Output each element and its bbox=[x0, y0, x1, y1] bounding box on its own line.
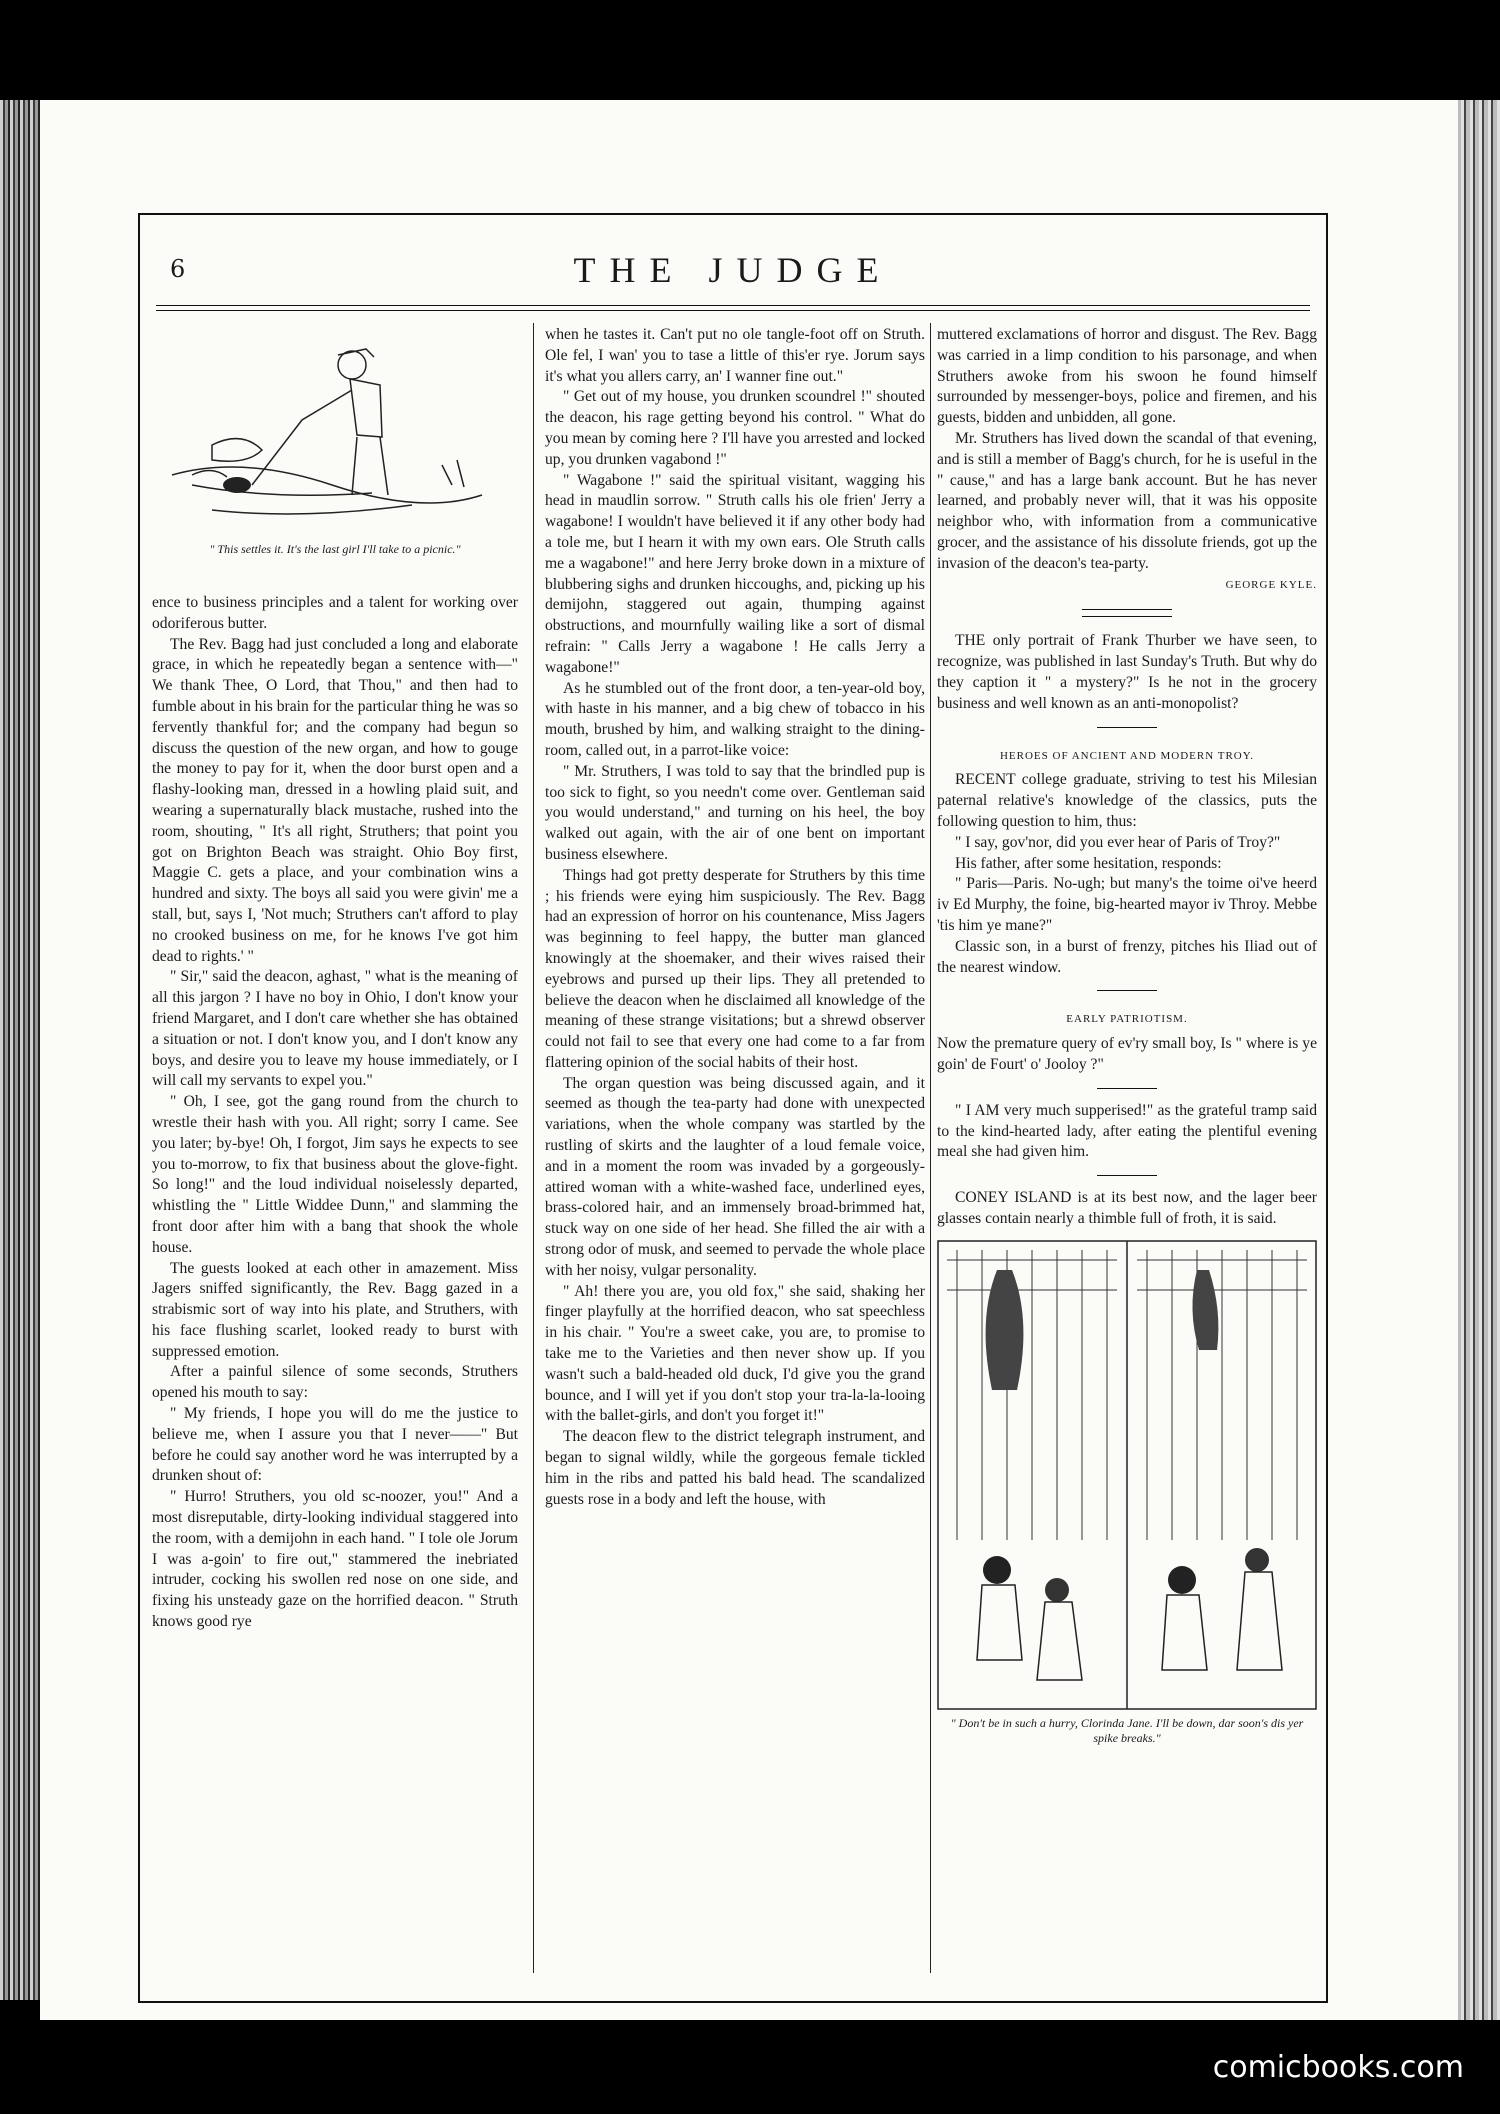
paragraph: " Mr. Struthers, I was told to say that the brindled pup is too sick to fight, so you needn't come over. Gentleman said you would understand," and turning on his heel, the boy walked out again, with the air of one bent on important business elsewhere. bbox=[545, 762, 925, 863]
paragraph: " Hurro! Struthers, you old sc-noozer, you!" And a most disreputable, dirty-looking individual staggered into the room, with a demijohn in each hand. " I tole ole Jorum I was a-goin' to fire out," stammered the inebriated intruder, cocking his swollen red nose on one side, and fixing his unsteady gaze on the horrified deacon. " Struth knows good rye bbox=[152, 1488, 518, 1631]
newspaper-page bbox=[138, 213, 1328, 2003]
book-binding-edge bbox=[0, 100, 40, 2000]
paragraph: " Sir," said the deacon, aghast, " what is the meaning of all this jargon ? I have no boy in Ohio, I don't know your friend Margaret, and I don't care whether she has obtained a situation or not. I don't know you, and I don't know any boys, and desire you to leave my house immediately, or I will call my servants to expel you." bbox=[152, 968, 518, 1090]
picnic-caption: " This settles it. It's the last girl I'll take to a picnic." bbox=[209, 541, 461, 556]
paragraph: The guests looked at each other in amazement. Miss Jagers sniffed significantly, the Rev. Bagg gazed in a strabismic sort of way into his plate, and Struthers, with his face flushing scarlet, looked ready to burst with suppressed emotion. bbox=[152, 1259, 518, 1360]
masthead-rule bbox=[156, 305, 1310, 311]
paragraph: " I AM very much supperised!" as the grateful tramp said to the kind-hearted lady, after eating the plentiful evening meal she had given him. bbox=[937, 1101, 1317, 1161]
fence-illustration bbox=[937, 1240, 1317, 1760]
subheading: HEROES OF ANCIENT AND MODERN TROY. bbox=[999, 749, 1255, 762]
paragraph: RECENT college graduate, striving to test his Milesian paternal relative's knowledge of the classics, puts the following question to him, thus: bbox=[937, 771, 1317, 830]
section-rule bbox=[1097, 1175, 1157, 1176]
page-number: 6 bbox=[170, 255, 186, 283]
paragraph: The organ question was being discussed again, and it seemed as though the tea-party had done with unexpected variations, when the whole company was startled by the rustling of skirts and the laughter of a loud female voice, and in a moment the room was invaded by a gorgeously-attired woman with a white-washed face, underlined eyes, brass-colored hair, and an immensely broad-brimmed hat, stuck way on one side of her head. She filled the air with a strong odor of musk, and seemed to pervade the whole place with her noisy, vulgar personality. bbox=[545, 1074, 925, 1279]
fence-caption: " Don't be in such a hurry, Clorinda Jane. I'll be down, dar soon's dis yer spike breaks." bbox=[950, 1716, 1304, 1746]
paragraph: Mr. Struthers has lived down the scandal of that evening, and is still a member of Bagg's church, for he is useful in the " cause," and has a large bank account. But he has never learned, and probably never will, that it was his opposite neighbor who, with information from a communicative grocer, and the assistance of his dissolute friends, got up the invasion of the deacon's tea-party. bbox=[937, 429, 1317, 572]
section-rule bbox=[1097, 727, 1157, 728]
paragraph: " Ah! there you are, you old fox," she said, shaking her finger playfully at the horrified deacon, who sat speechless in his chair. " You're a sweet cake, you are, to promise to take me to the Varieties and then never show up. If you wasn't such a bald-headed old duck, I'd give you the grand bounce, and I will yet if you don't stop your tra-la-la-looing with the ballet-girls, and don't you forget it!" bbox=[545, 1282, 925, 1425]
section-rule bbox=[1097, 1088, 1157, 1089]
paragraph: Things had got pretty desperate for Struthers by this time ; his friends were eying him suspiciously. The Rev. Bagg had an expression of horror on his countenance, Miss Jagers was beginning to feel happy, the butter man glanced knowingly at the shoemaker, and their wives raised their eyebrows and pursed up their lips. They all pretended to believe the deacon when he disclaimed all knowledge of the meaning of these strange visitations; but a shrewd observer could not fail to see that every one had come to a far from flattering opinion of the social habits of their host. bbox=[545, 866, 925, 1071]
paragraph: The deacon flew to the district telegraph instrument, and began to signal wildly, while the gorgeous female tickled him in the ribs and patted his bald head. The scandalized guests rose in a body and left the house, with bbox=[545, 1428, 925, 1508]
paragraph: when he tastes it. Can't put no ole tangle-foot off on Struth. Ole fel, I wan' you to tase a little of this'er rye. Jorum says it's what you allers carry, an' I wanner fine out." bbox=[545, 326, 925, 385]
masthead-title: THE JUDGE bbox=[573, 250, 893, 290]
paragraph: " Get out of my house, you drunken scoundrel !" shouted the deacon, his rage getting beyond his control. " What do you mean by coming here ? I'll have you arrested and locked up, you drunken vagabond !" bbox=[545, 388, 925, 468]
paragraph: " I say, gov'nor, did you ever hear of Paris of Troy?" bbox=[955, 833, 1281, 851]
subheading: EARLY PATRIOTISM. bbox=[1066, 1013, 1188, 1026]
paragraph: Classic son, in a burst of frenzy, pitches his Iliad out of the nearest window. bbox=[937, 937, 1317, 976]
paragraph: CONEY ISLAND is at its best now, and the lager beer glasses contain nearly a thimble full of froth, it is said. bbox=[937, 1189, 1317, 1227]
column-3 bbox=[937, 325, 1317, 1760]
author-signature: GEORGE KYLE. bbox=[1225, 578, 1317, 591]
source-watermark: comicbooks.com bbox=[1212, 2050, 1464, 2085]
paragraph: THE only portrait of Frank Thurber we have seen, to recognize, was published in last Sunday's Truth. But why do they caption it " a mystery?" Is he not in the grocery business and well known as an anti-monopolist? bbox=[937, 632, 1317, 712]
adjacent-page-edge bbox=[1452, 100, 1500, 2020]
column-divider bbox=[533, 323, 534, 1973]
picnic-illustration bbox=[152, 325, 518, 585]
column-1 bbox=[152, 325, 518, 1633]
paragraph: After a painful silence of some seconds, Struthers opened his mouth to say: bbox=[152, 1363, 518, 1402]
paragraph: ence to business principles and a talent for working over odoriferous butter. bbox=[152, 594, 518, 632]
section-rule bbox=[1097, 990, 1157, 991]
paragraph: " Paris—Paris. No-ugh; but many's the toime oi've heerd iv Ed Murphy, the foine, big-hearted mayor iv Throy. Mebbe 'tis him ye mane?" bbox=[937, 875, 1317, 934]
paragraph: Now the premature query of ev'ry small boy, Is " where is ye goin' de Fourt' o' Jooloy ?" bbox=[937, 1035, 1317, 1073]
paragraph: muttered exclamations of horror and disgust. The Rev. Bagg was carried in a limp condition to his parsonage, and when Struthers awoke from his swoon he found himself surrounded by messenger-boys, police and firemen, and his guests, bidden and unbidden, all gone. bbox=[937, 326, 1317, 427]
fence-drawing bbox=[937, 1240, 1317, 1710]
paragraph: The Rev. Bagg had just concluded a long and elaborate grace, in which he repeatedly began a sentence with—" We thank Thee, O Lord, that Thou," and then had to fumble about in his brain for the particular thing he was so fervently thankful for; and the company had begun so discuss the question of the new organ, and how to gouge the money to pay for it, when the door burst open and a flashy-looking man, dressed in a howling plaid suit, and wearing a supernaturally black mustache, rushed into the room, shouting, " It's all right, Struthers; that point you got on Brighton Beach was straight. Ohio Boy first, Maggie C. gets a place, and your combination wins a hundred and sixty. The boys all said you were givin' me a stall, but, says I, 'Not much; Struthers can't afford to play no crooked business on me, for he knows I've got him dead to rights.' " bbox=[152, 635, 518, 965]
paragraph: His father, after some hesitation, responds: bbox=[955, 854, 1222, 872]
column-divider bbox=[930, 323, 931, 1973]
paragraph: As he stumbled out of the front door, a ten-year-old boy, with haste in his manner, and a big chew of tobacco in his mouth, brushed by him, and walking straight to the dining-room, called out, in a parrot-like voice: bbox=[545, 679, 925, 759]
section-ornament bbox=[1082, 609, 1172, 617]
paragraph: " Oh, I see, got the gang round from the church to wrestle their hash with you. All right; sorry I came. See you later; by-bye! Oh, I forgot, Jim says he expects to see you to-morrow, to fix that business about the glove-fight. So long!" and the loud individual noiselessly departed, whistling the " Little Widdee Dunn," and slamming the front door after him with a bang that shook the whole house. bbox=[152, 1093, 518, 1256]
picnic-drawing bbox=[152, 325, 518, 535]
column-2 bbox=[545, 325, 925, 1510]
paragraph: " Wagabone !" said the spiritual visitant, wagging his head in maudlin sorrow. " Struth calls his ole frien' Jerry a wagabone! I wouldn't have believed it if any other body had a tole me, but I hearn it with my own ears. Ole Struth calls me a wagabone!" and here Jerry broke down in a mixture of blubbering sighs and drunken hiccoughs, and, picking up his demijohn, staggered out again, thumping against obstructions, and mournfully wailing like a sort of dismal refrain: " Calls Jerry a wagabone ! He calls Jerry a wagabone!" bbox=[545, 471, 925, 676]
paragraph: " My friends, I hope you will do me the justice to believe me, when I assure you that I never——" But before he could say another word he was interrupted by a drunken shout of: bbox=[152, 1405, 518, 1485]
